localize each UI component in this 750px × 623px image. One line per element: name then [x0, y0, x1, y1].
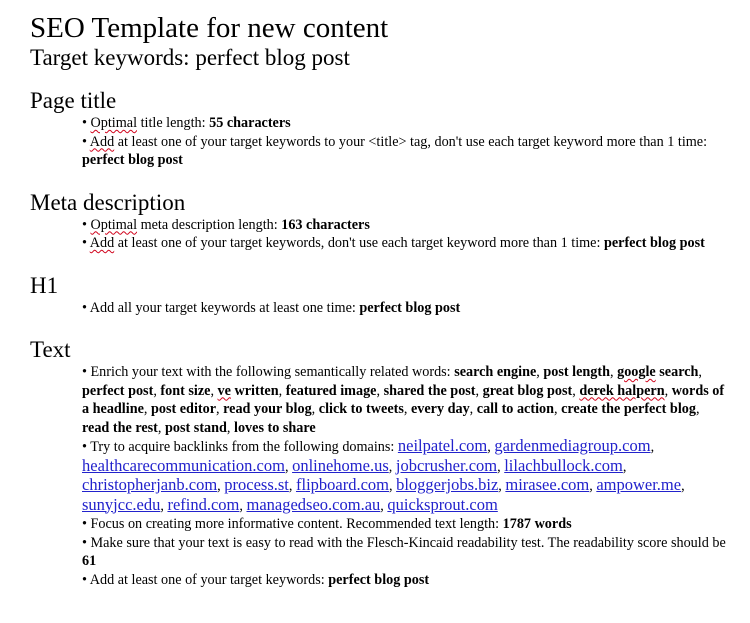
spellcheck-word: Optimal — [90, 115, 138, 131]
bullet-meta-length: • Optimal meta description length: 163 characters — [82, 216, 370, 233]
related-word: post editor — [150, 401, 217, 417]
domain-link[interactable]: gardenmediagroup.com — [494, 436, 651, 455]
related-word: create the perfect blog — [561, 401, 696, 417]
document-title: SEO Template for new content — [30, 12, 389, 44]
bullet-value: 61 — [82, 553, 97, 569]
domain-link[interactable]: mirasee.com — [505, 475, 590, 494]
related-word: derek halpern — [579, 382, 665, 399]
section-heading-h1: H1 — [30, 272, 59, 298]
related-word: every day — [410, 401, 470, 417]
bullet-text-keywords: • Add at least one of your target keywords: perfect blog post — [82, 571, 430, 588]
bullet-value: perfect blog post — [328, 571, 430, 588]
domain-link[interactable]: bloggerjobs.biz — [396, 475, 499, 494]
domain-link[interactable]: managedseo.com.au — [246, 494, 381, 514]
bullet-text: Enrich your text with the following semantically related words: — [90, 364, 455, 380]
bullet-backlink-domains: • Try to acquire backlinks from the following domains: neilpatel.com, gardenmediagroup.com, healthcarecommunication.com, onlinehome.us, jobcrusher.com, lilachbullock.com, christopherjanb.com, process.st, flipboard.com, bloggerjobs.biz, mirasee.com, ampower.me, sunyjcc.edu, refind.com, managedseo.com.au, quicksprout.com — [82, 436, 685, 514]
section-heading-text: Text — [30, 337, 71, 362]
bullet-text: Add at least one of your target keywords: — [89, 571, 329, 588]
bullet-title-keywords: • Add at least one of your target keywords to your <title> tag, don't use each target keyword more than 1 time: perfect blog post — [82, 133, 708, 168]
domain-link[interactable]: neilpatel.com — [397, 436, 488, 455]
domain-link[interactable]: ampower.me — [596, 475, 682, 494]
section-heading-page-title: Page title — [30, 88, 117, 113]
domain-link[interactable]: christopherjanb.com — [82, 475, 218, 494]
bullet-readability: • Make sure that your text is easy to read with the Flesch-Kincaid readability test. The readability score should be 61 — [82, 534, 726, 569]
related-word: read your blog — [223, 401, 312, 417]
bullet-related-words: • Enrich your text with the following semantically related words: search engine, post length, google search, perfect post, font size, ve written, featured image, shared the post, great blog post, derek halpern, words of a headline, post editor, read your blog, click to tweets, every day, call to action, create the perfect blog, read the rest, post stand, loves to share — [82, 364, 725, 436]
bullet-text: at least one of your target keywords, don't use each target keyword more than 1 time: — [114, 235, 604, 251]
related-word: ve written — [217, 382, 279, 399]
bullet-value: 163 characters — [281, 216, 370, 233]
domain-link[interactable]: flipboard.com — [295, 475, 389, 494]
bullet-text: Focus on creating more informative content. Recommended text length: — [90, 516, 503, 532]
related-word: read the rest — [82, 419, 158, 436]
bullet-h1-keywords: • Add all your target keywords at least one time: perfect blog post — [82, 299, 461, 316]
document-subtitle: Target keywords: perfect blog post — [30, 45, 350, 70]
related-word: click to tweets — [318, 401, 404, 417]
domain-link[interactable]: sunyjcc.edu — [82, 494, 161, 514]
domain-link[interactable]: process.st — [224, 475, 289, 494]
bullet-text-length: • Focus on creating more informative content. Recommended text length: 1787 words — [82, 516, 572, 532]
related-word: google search — [617, 364, 699, 380]
bullet-text: Make sure that your text is easy to read with the Flesch-Kincaid readability test. The readability score should be — [90, 534, 726, 551]
related-word: font size — [160, 382, 211, 399]
bullet-text: title length: — [137, 115, 210, 131]
section-page-title — [30, 88, 730, 170]
related-word: perfect post — [82, 382, 154, 399]
related-word: featured image — [285, 382, 377, 399]
bullet-value: perfect blog post — [603, 235, 705, 251]
bullet-text: meta description length: — [137, 216, 282, 233]
domain-link[interactable]: quicksprout.com — [387, 494, 498, 514]
spellcheck-word: Optimal — [90, 216, 138, 233]
bullet-text: Try to acquire backlinks from the following domains: — [90, 439, 398, 455]
related-word: words of a headline — [82, 382, 725, 417]
bullet-value: perfect blog post — [359, 299, 461, 316]
section-meta-description — [30, 190, 730, 253]
document — [30, 12, 730, 609]
bullet-title-length: • Optimal title length: 55 characters — [82, 115, 291, 131]
related-word: shared the post — [383, 382, 476, 399]
bullet-meta-keywords: • Add at least one of your target keywords, don't use each target keyword more than 1 time: perfect blog post — [82, 235, 705, 251]
bullet-value: perfect blog post — [82, 152, 183, 168]
related-word: call to action — [476, 401, 554, 417]
spellcheck-word: Add — [89, 235, 115, 251]
bullet-text: Add all your target keywords at least one time: — [89, 299, 360, 316]
domain-link[interactable]: healthcarecommunication.com — [82, 455, 285, 475]
domain-link[interactable]: lilachbullock.com — [504, 455, 623, 475]
bullet-text: at least one of your target keywords to your <title> tag, don't use each target keyword more than 1 time: — [114, 133, 708, 150]
related-word: great blog post — [482, 382, 573, 399]
bullet-value: 1787 words — [502, 516, 572, 532]
bullet-value: 55 characters — [209, 115, 291, 131]
section-heading-meta-description: Meta description — [30, 189, 186, 215]
related-word: loves to share — [234, 419, 316, 436]
section-h1 — [30, 273, 730, 318]
domain-link[interactable]: refind.com — [167, 494, 240, 514]
spellcheck-word: Add — [89, 133, 115, 150]
related-word: post stand — [165, 419, 227, 436]
section-text — [30, 337, 730, 589]
domain-link[interactable]: onlinehome.us — [292, 455, 389, 475]
related-word: search engine — [454, 364, 537, 380]
domain-link[interactable]: jobcrusher.com — [395, 455, 498, 475]
related-word: post length — [543, 364, 611, 380]
